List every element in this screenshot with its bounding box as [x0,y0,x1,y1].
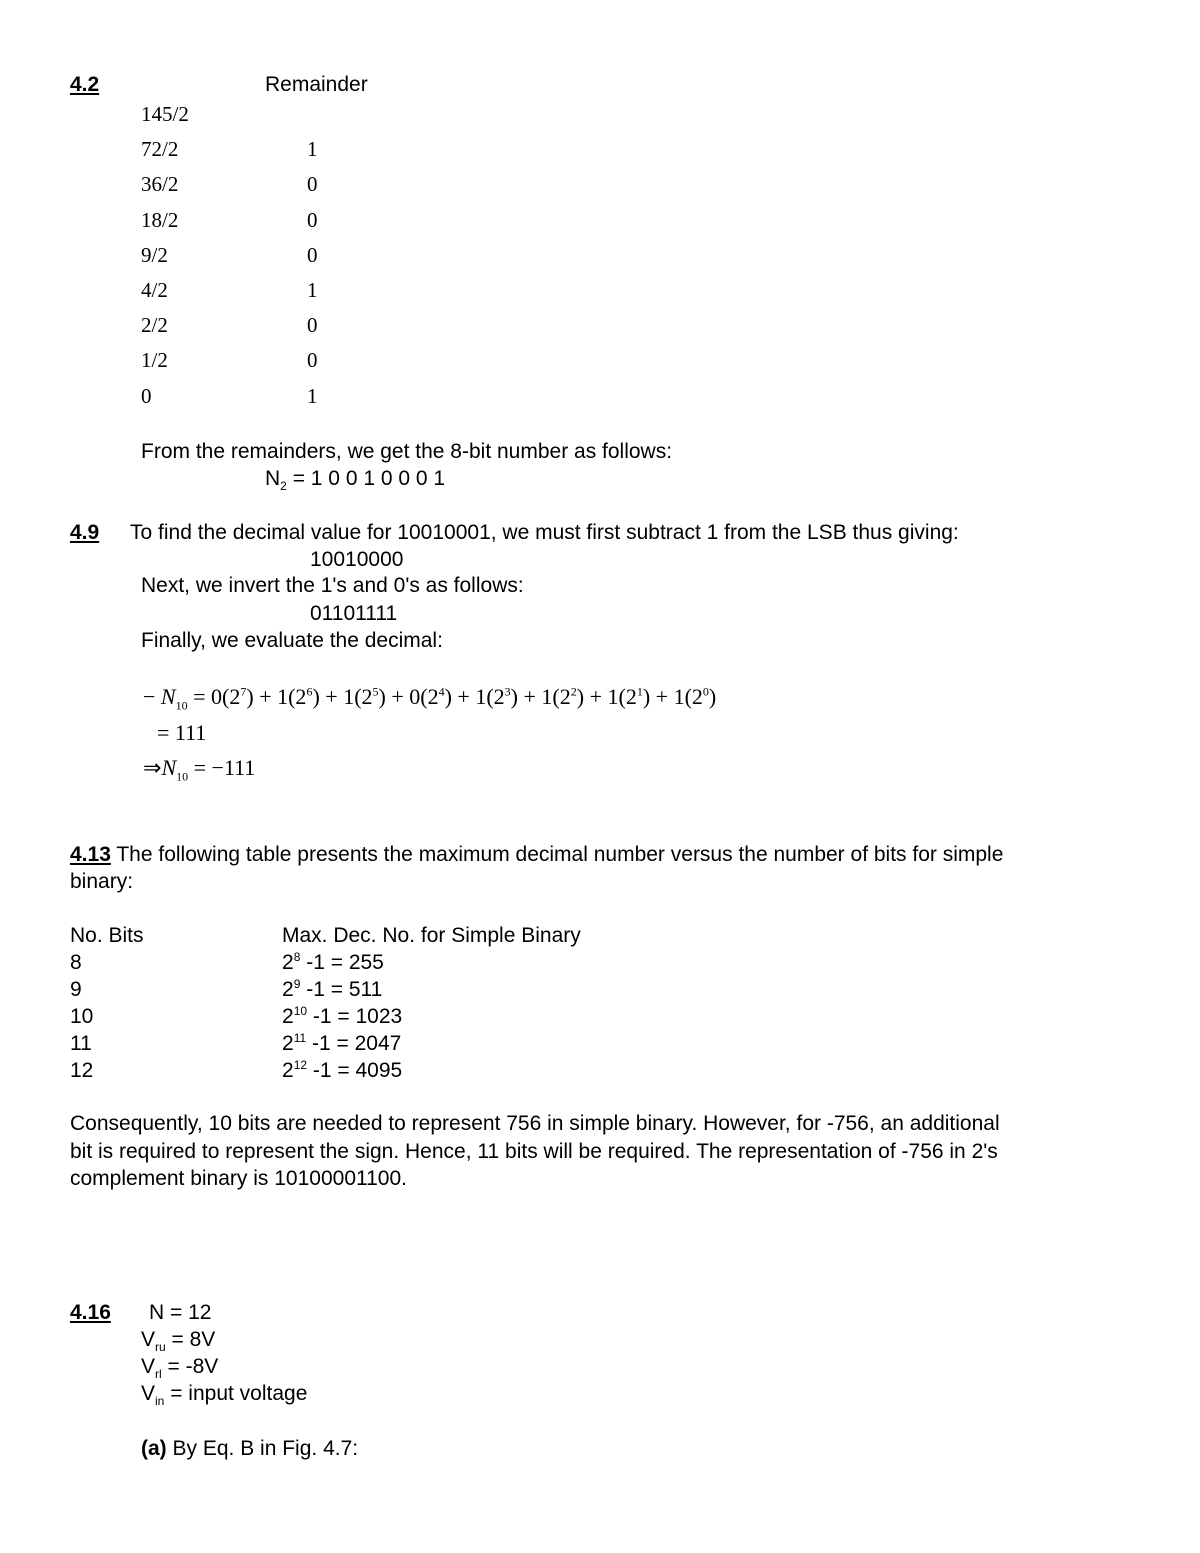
remainder-value: 1 [307,278,318,302]
division-step: 36/2 [141,172,179,196]
remainder-value: 1 [307,137,318,161]
part-a-line [141,1438,358,1459]
col-header-bits: No. Bits [70,924,144,947]
bits-cell: 11 [70,1032,92,1055]
division-step: 4/2 [141,278,168,302]
vin-value: = input voltage [164,1382,308,1405]
remainder-value: 1 [307,384,318,408]
vin-subscript: in [155,1394,165,1409]
max-value-cell: $2^{12}$ -1 = 4095 [282,1058,403,1082]
v-symbol: V [141,1382,156,1405]
division-step: 72/2 [141,137,179,161]
bits-cell: 10 [70,1005,94,1028]
remainder-value: 0 [307,348,318,372]
section-4-2-label: 4.2 [70,73,100,96]
n-subscript: 10 [175,698,188,713]
expansion-terms: $0(2^7) + 1(2^6) + 1(2^5) + 0(2^4) + 1(2^3) + 1(2^2) + 1(2^1) + 1(2^0)$ [211,684,717,709]
max-value-cell: $2^{10}$ -1 = 1023 [282,1004,403,1028]
equation-line-3 [143,755,256,784]
expansion-term: $1(2^0)$ [673,684,717,709]
col-header-max: Max. Dec. No. for Simple Binary [282,924,581,947]
division-step: 9/2 [141,243,168,267]
section-4-13-intro-line1 [70,844,1003,865]
part-a-label: (a) [141,1437,167,1460]
expansion-term: $1(2^5)$ [343,684,386,709]
max-value-cell: $2^9$ -1 = 511 [282,977,383,1001]
n-equals-12: N = 12 [149,1301,212,1324]
remainder-value: 0 [307,208,318,232]
expansion-term: $0(2^7)$ [211,684,254,709]
v-symbol: V [141,1328,156,1351]
final-value: = −111 [188,755,256,780]
n-symbol: N [160,684,176,709]
v-symbol: V [141,1355,156,1378]
section-4-16-label: 4.16 [70,1301,111,1324]
vrl-line [141,1355,219,1382]
max-value-cell: $2^{11}$ -1 = 2047 [282,1031,402,1055]
n-subscript: 10 [176,769,189,784]
division-step: 145/2 [141,102,189,126]
remainder-header: Remainder [265,73,368,96]
n2-value: = 1 0 0 1 0 0 0 1 [286,467,446,490]
division-step: 18/2 [141,208,179,232]
division-step: 2/2 [141,313,168,337]
expansion-term: $1(2^3)$ [475,684,518,709]
n2-symbol: N [265,467,281,490]
value-10010000: 10010000 [310,548,404,571]
value-01101111: 01101111 [310,602,398,625]
remainder-value: 0 [307,172,318,196]
max-value-cell: $2^8$ -1 = 255 [282,950,384,974]
vin-line [141,1382,308,1409]
conclusion-line3: complement binary is 10100001100. [70,1167,407,1190]
remainder-value: 0 [307,313,318,337]
implies-arrow: ⇒ [143,755,162,780]
part-a-text: By Eq. B in Fig. 4.7: [166,1437,359,1460]
minus-sign: − [143,684,161,709]
section-4-13-intro-line2: binary: [70,870,134,893]
equation-line-2: = 111 [157,720,207,745]
n-symbol: N [161,755,177,780]
conclusion-line2: bit is required to represent the sign. Hence, 11 bits will be required. The representation of -756 in 2's [70,1140,998,1163]
conclusion-line1: Consequently, 10 bits are needed to represent 756 in simple binary. However, for -756, an additional [70,1112,1000,1135]
section-4-13-intro: The following table presents the maximum decimal number versus the number of bits for simple [116,843,1004,866]
invert-text: Next, we invert the 1's and 0's as follows: [141,574,524,597]
bits-cell: 8 [70,951,82,974]
section-4-9-intro: To find the decimal value for 10010001, we must first subtract 1 from the LSB thus giving: [130,521,959,544]
expansion-term: $1(2^6)$ [277,684,320,709]
n2-result [265,467,446,494]
vru-subscript: ru [155,1340,166,1355]
vru-line [141,1328,216,1355]
n2-subscript: 2 [280,479,287,494]
division-step: 0 [141,384,152,408]
section-4-13-label: 4.13 [70,843,111,866]
section-4-9-label: 4.9 [70,521,100,544]
finally-text: Finally, we evaluate the decimal: [141,629,443,652]
bits-cell: 12 [70,1059,94,1082]
vrl-value: = -8V [161,1355,219,1378]
bits-cell: 9 [70,978,82,1001]
remainder-value: 0 [307,243,318,267]
division-step: 1/2 [141,348,168,372]
vru-value: = 8V [165,1328,216,1351]
vrl-subscript: rl [155,1367,162,1382]
from-remainders-text: From the remainders, we get the 8-bit number as follows: [141,440,673,463]
expansion-term: $1(2^2)$ [541,684,585,709]
expansion-term: $0(2^4)$ [409,684,452,709]
equation-line-1: − $N_{10} = 0(2^7) + 1(2^6) + 1(2^5) + 0(2^4) + 1(2^3) + 1(2^2) + 1(2^1) + 1(2^0)$ [143,684,717,713]
expansion-term: $1(2^1)$ [607,684,651,709]
